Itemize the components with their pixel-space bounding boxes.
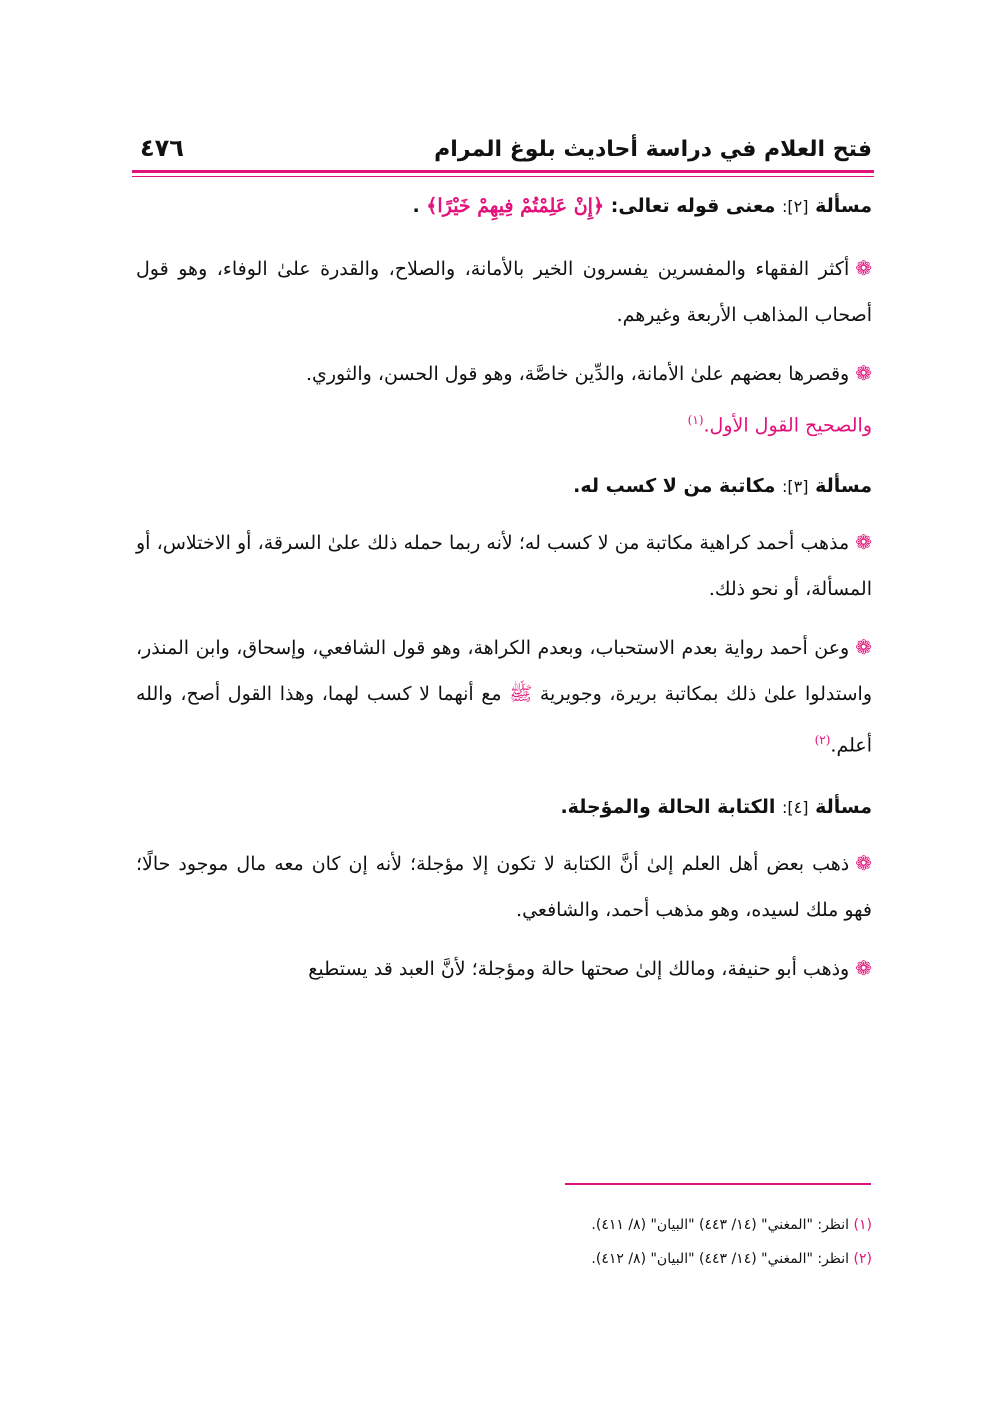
- issue-3-paragraph-2: [136, 624, 872, 768]
- issue-number: [٢]:: [782, 197, 809, 216]
- issue-4-paragraph-2: [136, 945, 872, 992]
- paragraph-text: أكثر الفقهاء والمفسرين يفسرون الخير بالأمانة، والصلاح، والقدرة علىٰ الوفاء، وهو قول أصحاب المذاهب الأربعة وغيرهم.: [136, 258, 872, 326]
- flower-ornament-icon: ❁: [855, 361, 872, 385]
- page-number: ٤٧٦: [140, 134, 184, 162]
- page-body: [136, 186, 872, 992]
- issue-2-conclusion: [136, 397, 872, 448]
- issue-number: [٤]:: [782, 797, 809, 817]
- paragraph-text: مذهب أحمد كراهية مكاتبة من لا كسب له؛ لأنه ربما حمله ذلك علىٰ السرقة، أو الاختلاس، أو المسألة، أو نحو ذلك.: [136, 532, 872, 601]
- footnotes: [136, 1208, 872, 1276]
- heading-end: .: [412, 195, 420, 217]
- conclusion-text: والصحيح القول الأول.: [703, 414, 872, 437]
- footnote-number: (٢): [853, 1251, 872, 1267]
- footnote-2: [136, 1242, 872, 1276]
- paragraph-text: وذهب أبو حنيفة، ومالك إلىٰ صحتها حالة ومؤجلة؛ لأنَّ العبد قد يستطيع: [308, 957, 850, 980]
- quran-verse: ﴿إِنْ عَلِمْتُمْ فِيهِمْ خَيْرًا﴾: [426, 195, 605, 217]
- footnote-text: انظر: "المغني" (١٤/ ٤٤٣) "البيان" (٨/ ٤١١).: [591, 1217, 850, 1233]
- footnote-ref-2[interactable]: (٢): [814, 733, 831, 748]
- footnote-separator: [565, 1183, 871, 1185]
- book-title: فتح العلام في دراسة أحاديث بلوغ المرام: [434, 137, 872, 162]
- paragraph-text: وقصرها بعضهم علىٰ الأمانة، والدِّين خاصَّة، وهو قول الحسن، والثوري.: [305, 363, 850, 385]
- footnote-number: (١): [853, 1217, 872, 1233]
- paragraph-text: ذهب بعض أهل العلم إلىٰ أنَّ الكتابة لا تكون إلا مؤجلة؛ لأنه إن كان معه مال موجود حالًا؛ فهو ملك لسيده، وهو مذهب أحمد، والشافعي.: [136, 852, 872, 921]
- issue-label: مسألة: [815, 475, 872, 498]
- issue-title: الكتابة الحالة والمؤجلة.: [560, 795, 776, 818]
- issue-title: مكاتبة من لا كسب له.: [573, 475, 776, 498]
- flower-ornament-icon: ❁: [855, 635, 872, 660]
- issue-title: معنى قوله تعالى:: [610, 195, 776, 217]
- honorific-icon: ﷺ: [509, 683, 533, 706]
- paragraph-text-end: مع أنهما لا كسب لهما، وهذا القول أصح، والله أعلم.: [136, 683, 872, 757]
- footnote-text: انظر: "المغني" (١٤/ ٤٤٣) "البيان" (٨/ ٤١٢).: [591, 1251, 850, 1267]
- flower-ornament-icon: ❁: [855, 850, 872, 875]
- issue-3-heading: [136, 466, 872, 507]
- issue-2-paragraph-2: [136, 350, 872, 397]
- issue-4-paragraph-1: [136, 840, 872, 933]
- issue-3-paragraph-1: [136, 519, 872, 612]
- header-rule-thin: [132, 176, 874, 177]
- issue-4-heading: [136, 787, 872, 828]
- issue-label: مسألة: [815, 795, 872, 818]
- flower-ornament-icon: ❁: [855, 530, 872, 555]
- issue-2-paragraph-1: [136, 245, 872, 338]
- page-header: [140, 128, 872, 162]
- header-rule: [132, 170, 874, 173]
- flower-ornament-icon: ❁: [855, 955, 872, 980]
- footnote-1: [136, 1208, 872, 1242]
- paragraph-text: وعن أحمد رواية بعدم الاستحباب، وبعدم الكراهة، وهو قول الشافعي، وإسحاق، وابن المنذر، واستدلوا علىٰ ذلك بمكاتبة بريرة، وجويرية: [136, 637, 872, 706]
- footnote-ref-1[interactable]: (١): [687, 413, 704, 427]
- issue-label: مسألة: [815, 195, 872, 217]
- flower-ornament-icon: ❁: [855, 256, 872, 280]
- issue-number: [٣]:: [782, 477, 809, 497]
- issue-2-heading: [136, 186, 872, 227]
